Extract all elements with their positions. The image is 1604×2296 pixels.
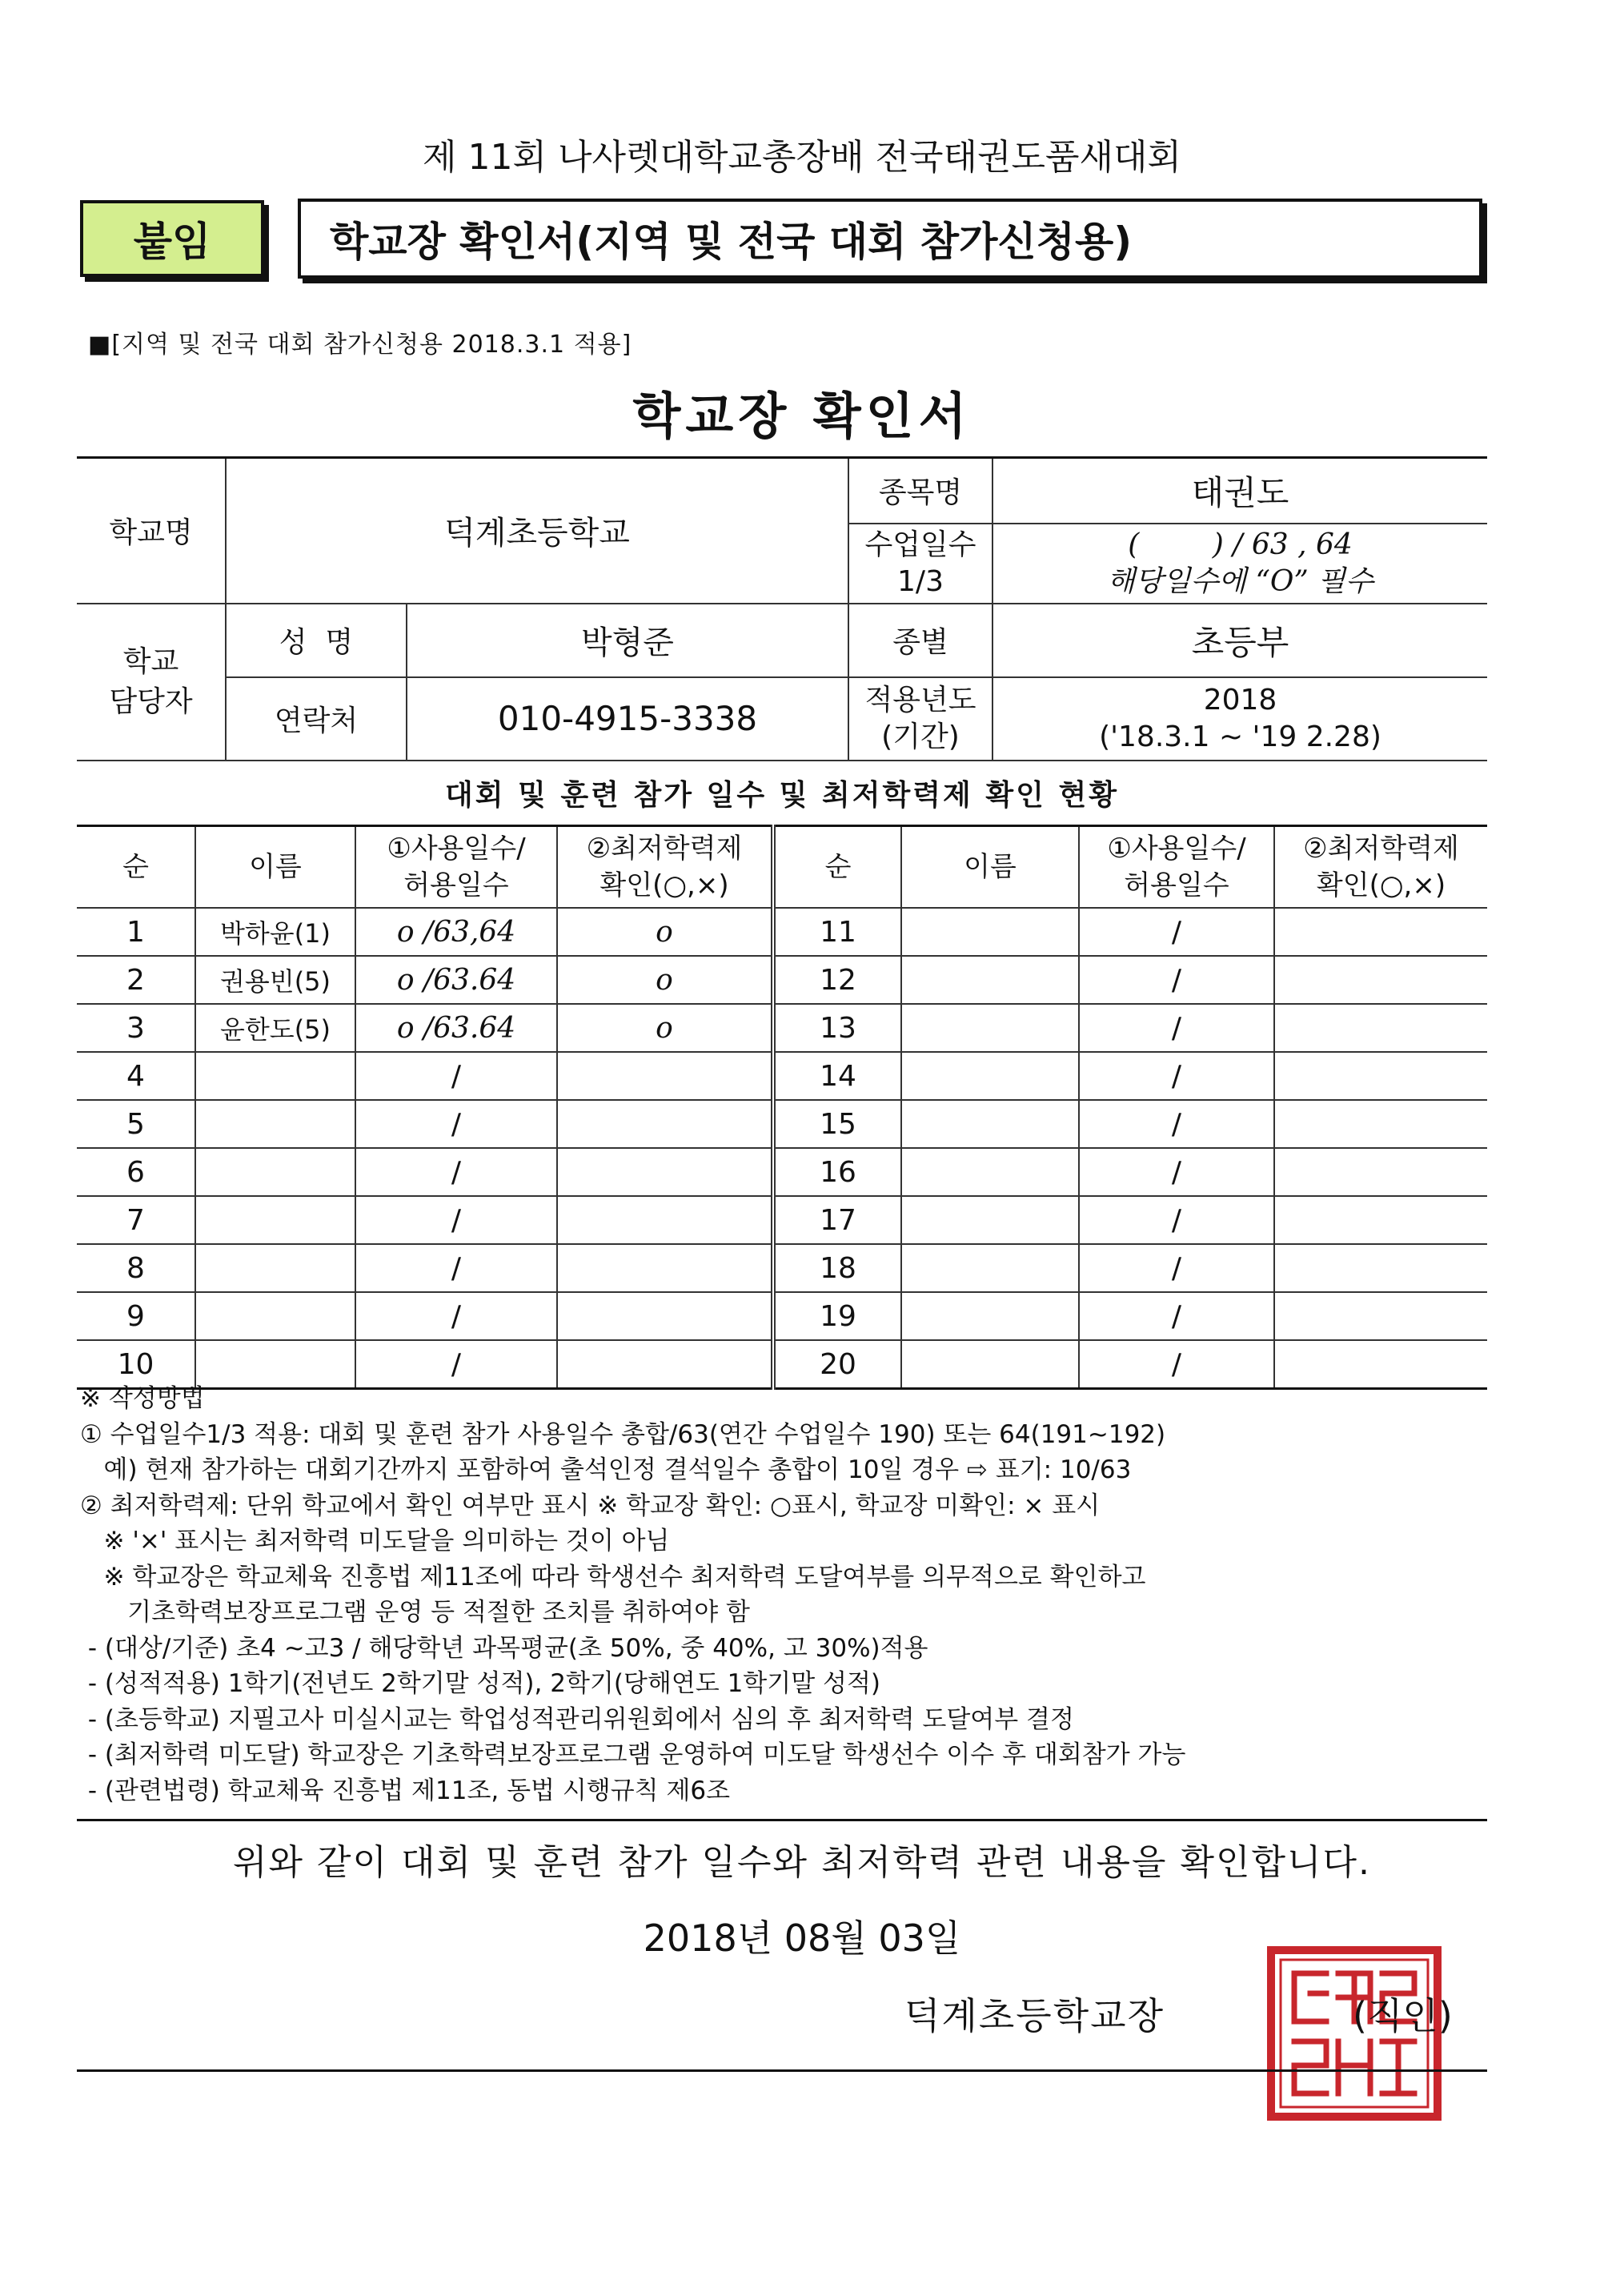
header-check-left	[557, 826, 773, 909]
instruction-line: 예) 현재 참가하는 대회기간까지 포함하여 출석인정 결석일수 총합이 10일 경우 ⇨ 표기: 10/63	[80, 1455, 1132, 1484]
row-number: 2	[77, 956, 195, 1004]
student-name	[195, 1196, 355, 1244]
min-academic-check	[557, 1052, 773, 1100]
contact-value: 010-4915-3338	[407, 677, 848, 761]
min-academic-check: o	[557, 908, 773, 956]
days-used: /	[1079, 1052, 1274, 1100]
instructions	[80, 1381, 1505, 1808]
manager-label-line1: 학교	[122, 644, 179, 678]
table-row	[77, 1148, 1487, 1196]
student-name	[901, 1292, 1079, 1340]
student-name	[195, 1100, 355, 1148]
year-label	[848, 677, 992, 761]
min-academic-check	[1274, 1196, 1487, 1244]
divider	[77, 1819, 1487, 1821]
row-number: 10	[77, 1340, 195, 1389]
student-name: 박하윤(1)	[195, 908, 355, 956]
header-days-left-line2: 허용일수	[403, 869, 509, 901]
min-academic-check	[1274, 1244, 1487, 1292]
student-name	[195, 1292, 355, 1340]
min-academic-check	[1274, 1052, 1487, 1100]
days-used: /	[355, 1196, 557, 1244]
student-name	[195, 1148, 355, 1196]
class-days-label-line1: 수업일수	[864, 528, 976, 561]
days-used: /	[1079, 1004, 1274, 1052]
issue-date: 2018년 08월 03일	[643, 1917, 961, 1960]
table-row	[77, 1004, 1487, 1052]
student-name	[901, 1100, 1079, 1148]
form-title: 학교장 확인서(지역 및 전국 대회 참가신청용)	[298, 199, 1482, 279]
student-name: 권용빈(5)	[195, 956, 355, 1004]
row-number: 8	[77, 1244, 195, 1292]
instruction-line: ① 수업일수1/3 적용: 대회 및 훈련 참가 사용일수 총합/63(연간 수업일수 190) 또는 64(191~192)	[80, 1419, 1166, 1449]
days-used: /	[355, 1244, 557, 1292]
days-used: o /63.64	[355, 1004, 557, 1052]
row-number: 13	[773, 1004, 901, 1052]
header-check-right-line2: 확인(○,×)	[1316, 869, 1446, 901]
instruction-line: ※ 작성방법	[80, 1384, 205, 1413]
header-check-left-line1: ②최저학력제	[586, 833, 743, 865]
days-used: /	[1079, 908, 1274, 956]
manager-label-line2: 담당자	[109, 684, 193, 718]
class-days-label-line2: 1/3	[897, 564, 944, 598]
header-days-left	[355, 826, 557, 909]
row-number: 5	[77, 1100, 195, 1148]
document-title: 학교장 확인서	[632, 387, 972, 445]
student-name: 윤한도(5)	[195, 1004, 355, 1052]
manager-name: 박형준	[407, 604, 848, 677]
days-used: /	[355, 1148, 557, 1196]
class-days-value	[992, 524, 1487, 604]
manager-name-label: 성 명	[226, 604, 407, 677]
year-value-line1: 2018	[1203, 683, 1277, 716]
form-note: ■[지역 및 전국 대회 참가신청용 2018.3.1 적용]	[88, 331, 632, 359]
instruction-line: ② 최저학력제: 단위 학교에서 확인 여부만 표시 ※ 학교장 확인: ○표시, 학교장 미확인: × 표시	[80, 1491, 1101, 1520]
min-academic-check	[557, 1244, 773, 1292]
instruction-line: - (초등학교) 지필고사 미실시교는 학업성적관리위원회에서 심의 후 최저학력 도달여부 결정	[80, 1704, 1074, 1734]
signer-name: 덕계초등학교장	[904, 1994, 1165, 2037]
student-name	[901, 1004, 1079, 1052]
row-number: 3	[77, 1004, 195, 1052]
header-days-left-line1: ①사용일수/	[387, 833, 526, 865]
table-row	[77, 1196, 1487, 1244]
days-used: /	[1079, 1196, 1274, 1244]
min-academic-check	[1274, 1292, 1487, 1340]
row-number: 11	[773, 908, 901, 956]
min-academic-check	[1274, 1100, 1487, 1148]
days-used: /	[1079, 956, 1274, 1004]
min-academic-check	[1274, 1004, 1487, 1052]
roster-title: 대회 및 훈련 참가 일수 및 최저학력제 확인 현황	[77, 761, 1487, 825]
days-used: o /63.64	[355, 956, 557, 1004]
table-row	[77, 956, 1487, 1004]
table-row	[77, 1052, 1487, 1100]
instruction-line: ※ 학교장은 학교체육 진흥법 제11조에 따라 학생선수 최저학력 도달여부를 의무적으로 확인하고	[80, 1562, 1146, 1592]
instruction-line: - (대상/기준) 초4 ~고3 / 해당학년 과목평균(초 50%, 중 40%, 고 30%)적용	[80, 1633, 928, 1663]
student-name	[901, 1052, 1079, 1100]
confirmation-statement: 위와 같이 대회 및 훈련 참가 일수와 최저학력 관련 내용을 확인합니다.	[233, 1842, 1371, 1883]
days-used: /	[1079, 1244, 1274, 1292]
row-number: 14	[773, 1052, 901, 1100]
student-name	[901, 1244, 1079, 1292]
header-name-right: 이름	[901, 826, 1079, 909]
min-academic-check	[557, 1292, 773, 1340]
header-order-left: 순	[77, 826, 195, 909]
roster-table	[77, 825, 1487, 1390]
year-value	[992, 677, 1487, 761]
contact-label: 연락처	[226, 677, 407, 761]
school-name: 덕계초등학교	[226, 458, 848, 604]
row-number: 4	[77, 1052, 195, 1100]
days-used: /	[1079, 1148, 1274, 1196]
table-row	[77, 908, 1487, 956]
row-number: 7	[77, 1196, 195, 1244]
attachment-label: 붙임	[80, 200, 264, 277]
table-row	[77, 1244, 1487, 1292]
row-number: 17	[773, 1196, 901, 1244]
header-days-right	[1079, 826, 1274, 909]
header-check-right-line1: ②최저학력제	[1303, 833, 1459, 865]
header-order-right: 순	[773, 826, 901, 909]
row-number: 6	[77, 1148, 195, 1196]
days-used: /	[355, 1052, 557, 1100]
sport-value: 태권도	[992, 458, 1487, 524]
min-academic-check: o	[557, 956, 773, 1004]
table-row	[77, 1100, 1487, 1148]
student-name	[195, 1052, 355, 1100]
division-value: 초등부	[992, 604, 1487, 677]
school-info-table	[77, 456, 1487, 825]
days-used: /	[1079, 1340, 1274, 1389]
min-academic-check	[557, 1196, 773, 1244]
min-academic-check	[1274, 956, 1487, 1004]
student-name	[901, 908, 1079, 956]
min-academic-check: o	[557, 1004, 773, 1052]
row-number: 9	[77, 1292, 195, 1340]
days-used: /	[1079, 1292, 1274, 1340]
header-check-right	[1274, 826, 1487, 909]
days-used: /	[355, 1340, 557, 1389]
bottom-divider	[77, 2069, 1487, 2072]
instruction-line: - (관련법령) 학교체육 진흥법 제11조, 동법 시행규칙 제6조	[80, 1776, 731, 1805]
sport-label: 종목명	[848, 458, 992, 524]
header-days-right-line2: 허용일수	[1124, 869, 1229, 901]
min-academic-check	[557, 1148, 773, 1196]
row-number: 20	[773, 1340, 901, 1389]
row-number: 15	[773, 1100, 901, 1148]
manager-label	[77, 604, 226, 761]
student-name	[901, 956, 1079, 1004]
header-check-left-line2: 확인(○,×)	[599, 869, 729, 901]
year-value-line2: ('18.3.1 ~ '19 2.28)	[1099, 720, 1381, 753]
year-label-line2: (기간)	[881, 720, 960, 753]
days-used: /	[1079, 1100, 1274, 1148]
row-number: 19	[773, 1292, 901, 1340]
row-number: 12	[773, 956, 901, 1004]
instruction-line: - (성적적용) 1학기(전년도 2학기말 성적), 2학기(당해연도 1학기말 성적)	[80, 1669, 880, 1698]
min-academic-check	[1274, 908, 1487, 956]
class-days-value-line2: 해당일수에 “O” 필수	[1107, 564, 1373, 598]
event-title: 제 11회 나사렛대학교총장배 전국태권도품새대회	[422, 137, 1182, 178]
header-name-left: 이름	[195, 826, 355, 909]
min-academic-check	[557, 1100, 773, 1148]
student-name	[195, 1244, 355, 1292]
student-name	[901, 1148, 1079, 1196]
min-academic-check	[1274, 1148, 1487, 1196]
instruction-line: - (최저학력 미도달) 학교장은 기초학력보장프로그램 운영하여 미도달 학생선수 이수 후 대회참가 가능	[80, 1740, 1186, 1769]
class-days-label	[848, 524, 992, 604]
row-number: 18	[773, 1244, 901, 1292]
row-number: 16	[773, 1148, 901, 1196]
student-name	[901, 1196, 1079, 1244]
header-days-right-line1: ①사용일수/	[1107, 833, 1246, 865]
school-label: 학교명	[77, 458, 226, 604]
days-used: o /63,64	[355, 908, 557, 956]
instruction-line: 기초학력보장프로그램 운영 등 적절한 조치를 취하여야 함	[80, 1598, 750, 1627]
division-label: 종별	[848, 604, 992, 677]
seal-note: (직인)	[1353, 1994, 1453, 2037]
row-number: 1	[77, 908, 195, 956]
class-days-value-line1: ( ) / 63 , 64	[1128, 528, 1353, 561]
instruction-line: ※ '×' 표시는 최저학력 미도달을 의미하는 것이 아님	[80, 1527, 670, 1555]
year-label-line1: 적용년도	[864, 683, 976, 716]
table-row	[77, 1292, 1487, 1340]
days-used: /	[355, 1292, 557, 1340]
days-used: /	[355, 1100, 557, 1148]
